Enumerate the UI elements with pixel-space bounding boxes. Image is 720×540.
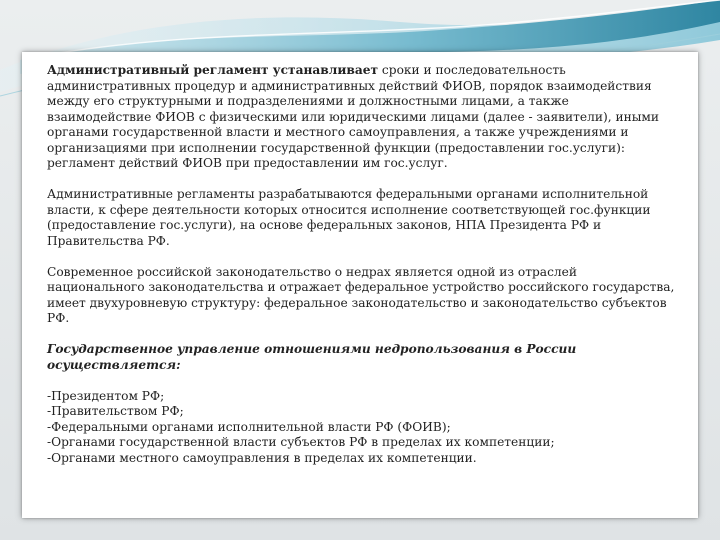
list-item: -Правительством РФ; [47, 404, 184, 418]
paragraph-bold-lead: Административный регламент устанавливает [47, 63, 379, 77]
section-heading-state-management: Государственное управление отношениями недропользования в России осуществляется: [47, 342, 577, 372]
paragraph-regulations-development: Административные регламенты разрабатываются федеральными органами исполнительной власти, к сфере деятельности которых относится исполнение соответствующей гос.функции (предоставление гос.услуги), на основе федеральных законов, НПА Президента РФ и Правительства РФ. [47, 187, 651, 248]
list-item: -Президентом РФ; [47, 388, 165, 403]
authorities-list [47, 389, 677, 467]
paragraph-administrative-regulation [47, 63, 677, 172]
paragraph-continuation: сроки и последовательность административных процедур и административных действий ФИОВ, порядок взаимодействия между его структурными и подразделениями и должностными лицами, а также взаимодействие ФИОВ с физическими или юридическими лицами (далее - заявители), иными органами государственной власти и местного самоуправления, а также учреждениями и организациями при исполнении государственной функции (предоставлении гос.услуги): регламент действий ФИОВ при предоставлении им гос.услуг. [47, 63, 660, 170]
slide-body [47, 63, 677, 466]
list-item: -Органами государственной власти субъектов РФ в пределах их компетенции; [47, 435, 555, 449]
list-item: -Органами местного самоуправления в пределах их компетенции. [47, 450, 477, 465]
paragraph-subsoil-legislation: Современное российской законодательство о недрах является одной из отраслей национального законодательства и отражает федеральное устройство российского государства, имеет двухуровневую структуру: федеральное законодательство и законодательство субъектов РФ. [47, 264, 675, 325]
list-item: -Федеральными органами исполнительной власти РФ (ФОИВ); [47, 419, 451, 434]
